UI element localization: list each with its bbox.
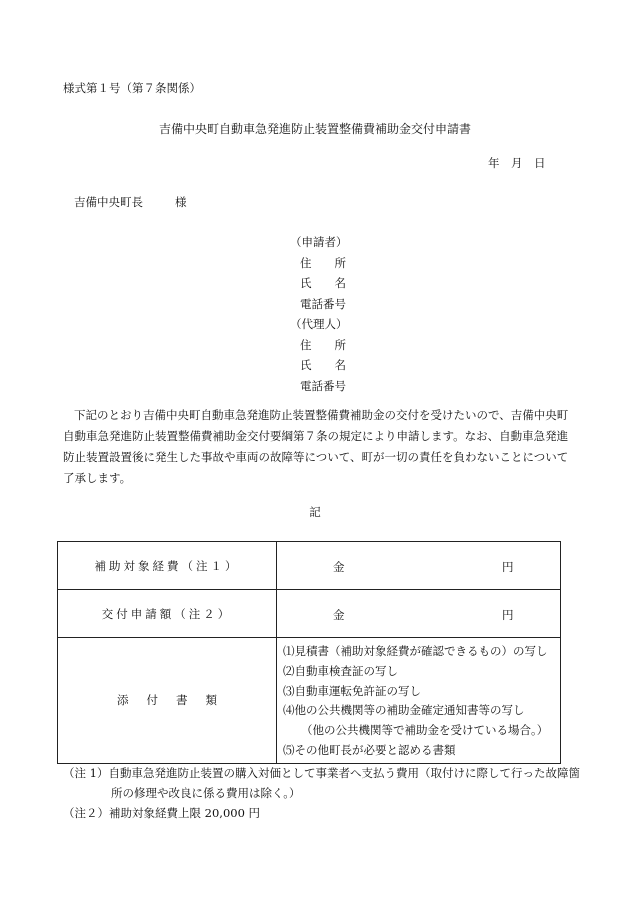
- addressee-name: 吉備中央町長: [74, 195, 143, 209]
- table-row: [58, 638, 561, 764]
- yen-label: 円: [502, 560, 514, 574]
- yen-label: 円: [502, 608, 514, 622]
- list-item: ⑴見積書（補助対象経費が確認できるもの）の写し: [283, 644, 548, 658]
- agent-name-label: 氏 名: [300, 358, 346, 372]
- subsidy-expense-label: 補助対象経費（注１）: [94, 558, 240, 573]
- note-1-continuation: 所の修理や改良に係る費用は除く。）: [111, 786, 301, 800]
- list-item: ⑷他の公共機関等の補助金確定通知書等の写し: [283, 703, 525, 718]
- list-item: ⑵自動車検査証の写し: [283, 663, 398, 678]
- notes: [63, 763, 580, 823]
- requested-amount-label: 交付申請額（注２）: [101, 606, 233, 621]
- attachments-label: 添付書類: [117, 693, 235, 708]
- attachments-list: [277, 638, 561, 764]
- form-number: 様式第１号（第７条関係）: [63, 81, 201, 95]
- list-item: ⑸その他町長が必要と認める書類: [283, 742, 456, 757]
- note-1: （注 1）自動車急発進防止装置の購入対価として事業者へ支払う費用（取付けに際して行った故障箇: [63, 766, 580, 780]
- addressee: [74, 194, 187, 210]
- agent-phone-label: 電話番号: [300, 378, 346, 393]
- agent-header: （代理人）: [290, 317, 348, 331]
- list-item: （他の公共機関等で補助金を受けている場合。）: [301, 723, 549, 738]
- applicant-header: （申請者）: [290, 235, 348, 249]
- requested-amount-value-cell: [277, 590, 561, 638]
- agent-address-label: 住 所: [300, 337, 346, 352]
- subsidy-expense-label-cell: [58, 542, 277, 590]
- applicant-phone-label: 電話番号: [300, 296, 346, 311]
- ki-heading: 記: [309, 505, 321, 519]
- date-line: 年 月 日: [488, 156, 546, 170]
- attachments-label-cell: [58, 638, 277, 764]
- table-row: [58, 590, 561, 638]
- requested-amount-label-cell: [58, 590, 277, 638]
- applicant-name-label: 氏 名: [300, 276, 346, 290]
- kin-label: 金: [333, 560, 345, 574]
- addressee-honorific: 様: [175, 195, 187, 209]
- body-paragraph: 下記のとおり吉備中央町自動車急発進防止装置整備費補助金の交付を受けたいので、吉備中央町自動車急発進防止装置整備費補助金交付要綱第７条の規定により申請します。なお、自動車急発進防止装置設置後に発生した事故や車両の故障等について、町が一切の責任を負わないことについて了承します。: [63, 408, 569, 485]
- subsidy-expense-value-cell: [277, 542, 561, 590]
- kin-label: 金: [333, 608, 345, 622]
- document-title: 吉備中央町自動車急発進防止装置整備費補助金交付申請書: [158, 122, 471, 136]
- applicant-block: [290, 232, 348, 396]
- note-2: （注２）補助対象経費上限 20,000 円: [63, 806, 261, 820]
- list-item: ⑶自動車運転免許証の写し: [283, 683, 421, 698]
- table-row: [58, 542, 561, 590]
- applicant-address-label: 住 所: [300, 255, 346, 270]
- application-table: [57, 541, 561, 764]
